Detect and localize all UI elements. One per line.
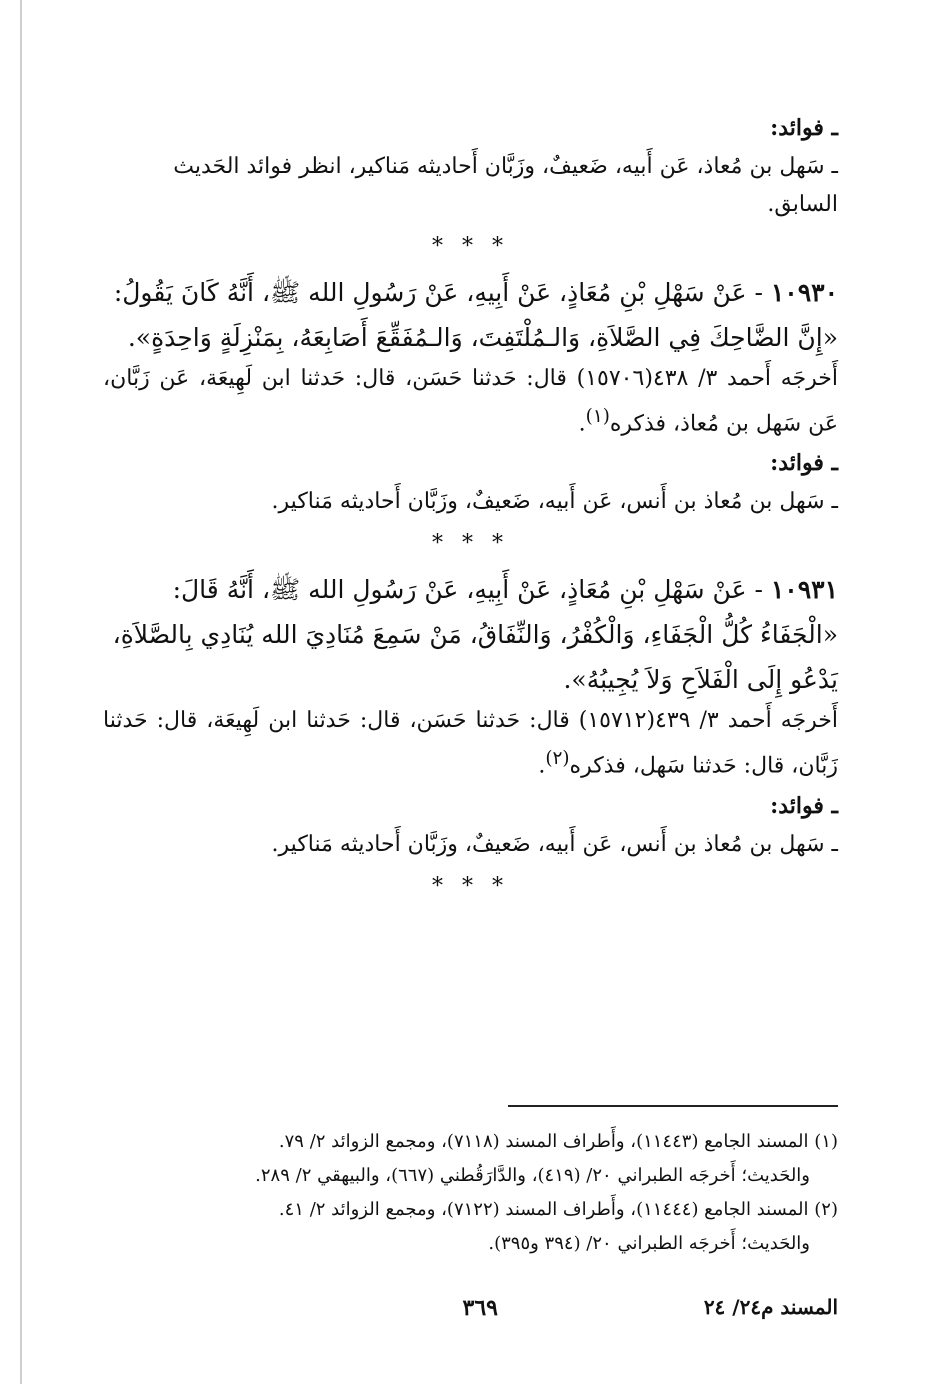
hadith-10931-takhrij-text: أَخرجَه أَحمد ٣/ ٤٣٩(١٥٧١٢) قال: حَدثنا حَسَن، قال: حَدثنا ابن لَهِيعَة، قال: حَدثنا زَبَّان، قال: حَدثنا سَهل، فذكره (103, 708, 838, 779)
hadith-10931-chain: - عَنْ سَهْلِ بْنِ مُعَاذٍ، عَنْ أَبِيهِ، عَنْ رَسُولِ الله ﷺ، أَنَّهُ قَالَ: (172, 575, 763, 605)
section-separator-3: * * * (432, 873, 509, 899)
fawaid-body-3: ـ سَهل بن مُعاذ بن أَنس، عَن أَبيه، ضَعيفٌ، وزَبَّان أَحاديثه مَناكير. (271, 831, 838, 857)
footnote-ref-2[interactable]: (٢) (545, 748, 570, 770)
hadith-10930-number: ١٠٩٣٠ (770, 278, 838, 307)
fawaid-heading-2: ـ فوائد: (770, 450, 838, 477)
page-number: ٣٦٩ (462, 1295, 498, 1321)
hadith-10931-matn: «الْجَفَاءُ كُلُّ الْجَفَاءِ، وَالْكُفْرُ، وَالنِّفَاقُ، مَنْ سَمِعَ مُنَادِيَ الله يُنَادِي بِالصَّلاَةِ، يَدْعُو إِلَى الْفَلاَحِ وَلاَ يُجِيبُهُ». (112, 620, 838, 695)
hadith-10930-matn: «إِنَّ الضَّاحِكَ فِي الصَّلاَةِ، وَالـمُلْتَفِتَ، وَالـمُفَقِّعَ أَصَابِعَهُ، بِمَنْزِلَةٍ وَاحِدَةٍ». (127, 323, 838, 352)
footnote-1-line1: (١) المسند الجامع (١١٤٤٣)، وأَطراف المسند (٧١١٨)، ومجمع الزوائد ٢/ ٧٩. (278, 1131, 838, 1152)
hadith-10930-takhrij: أَخرجَه أَحمد ٣/ ٤٣٨(١٥٧٠٦) قال: حَدثنا حَسَن، قال: حَدثنا ابن لَهِيعَة، عَن زَبَّان، عَن سَهل بن مُعاذ، فذكره$^{(١)}$. (103, 366, 839, 437)
hadith-10931-takhrij: أَخرجَه أَحمد ٣/ ٤٣٩(١٥٧١٢) قال: حَدثنا حَسَن، قال: حَدثنا ابن لَهِيعَة، قال: حَدثنا زَبَّان، قال: حَدثنا سَهل، فذكره$^{(٢)}$. (103, 708, 838, 779)
page-footer (103, 1295, 838, 1335)
page-edge-rule (20, 0, 22, 1384)
fawaid-body-1-line2: السابق. (767, 192, 838, 217)
footnote-2-line1: (٢) المسند الجامع (١١٤٤٤)، وأَطراف المسند (٧١٢٢)، ومجمع الزوائد ٢/ ٤١. (278, 1199, 838, 1220)
section-separator-2: * * * (432, 531, 509, 557)
footnote-2-line2: والحَديث؛ أَخرجَه الطبراني ٢٠/ (٣٩٤ و٣٩٥). (488, 1233, 810, 1254)
fawaid-body-2: ـ سَهل بن مُعاذ بن أَنس، عَن أَبيه، ضَعيفٌ، وزَبَّان أَحاديثه مَناكير. (271, 489, 838, 515)
footnote-1-line2: والحَديث؛ أَخرجَه الطبراني ٢٠/ (٤١٩)، والدَّارَقُطني (٦٦٧)، والبيهقي ٢/ ٢٨٩. (255, 1165, 810, 1186)
fawaid-heading-3: ـ فوائد: (770, 792, 838, 819)
hadith-10931-number: ١٠٩٣١ (770, 575, 838, 605)
fawaid-body-1-line1: ـ سَهل بن مُعاذ، عَن أَبيه، ضَعيفٌ، وزَبَّان أَحاديثه مَناكير، انظر فوائد الحَديث (173, 154, 838, 179)
fawaid-heading-1: ـ فوائد: (770, 115, 838, 141)
hadith-10931-intro (103, 567, 838, 612)
book-volume-label: المسند م٢٤/ ٢٤ (703, 1295, 838, 1319)
hadith-10930-chain: - عَنْ سَهْلِ بْنِ مُعَاذٍ، عَنْ أَبِيهِ، عَنْ رَسُولِ الله ﷺ، أَنَّهُ كَانَ يَقُولُ: (113, 278, 763, 307)
footnote-divider (508, 1105, 838, 1107)
footnotes (103, 1125, 838, 1261)
page-body (103, 108, 838, 910)
hadith-10930-intro (103, 270, 838, 315)
footnote-ref-1[interactable]: (١) (585, 406, 610, 427)
section-separator-1: * * * (432, 234, 509, 259)
hadith-10930-takhrij-text: أَخرجَه أَحمد ٣/ ٤٣٨(١٥٧٠٦) قال: حَدثنا حَسَن، قال: حَدثنا ابن لَهِيعَة، عَن زَبَّان، عَن سَهل بن مُعاذ، فذكره (103, 366, 839, 437)
